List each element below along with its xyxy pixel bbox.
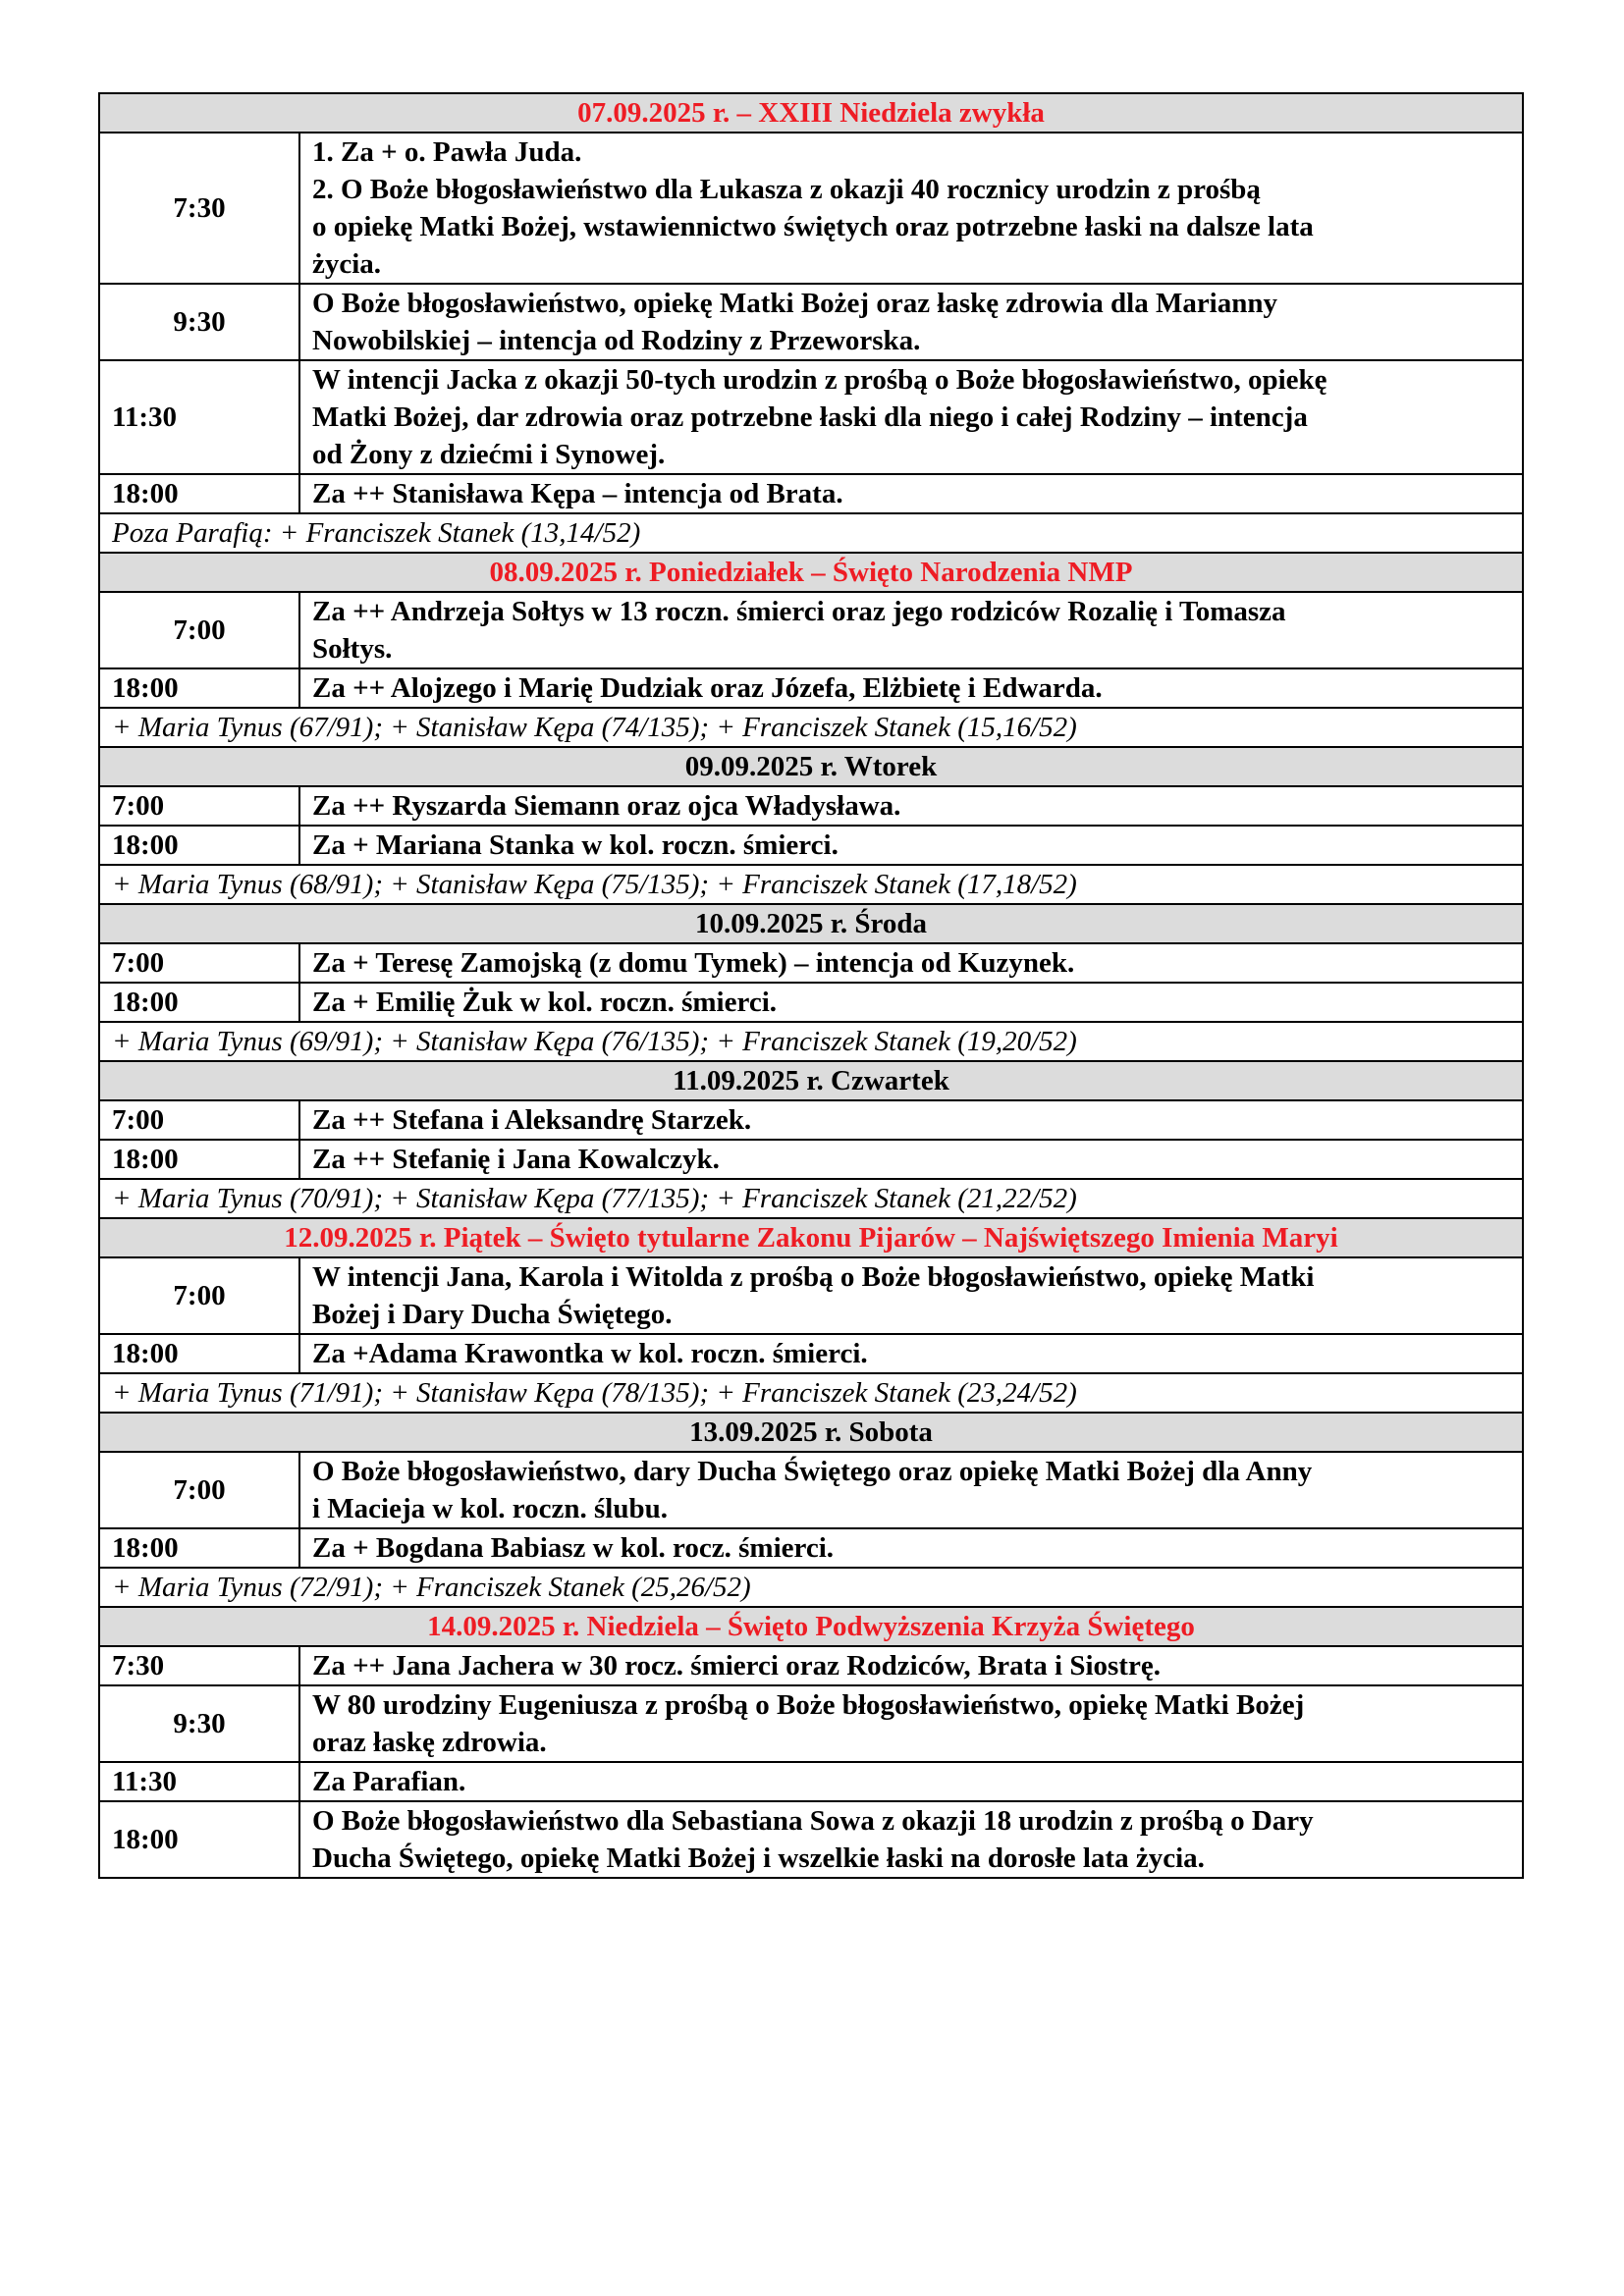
note-row <box>99 1179 1523 1218</box>
intention-line: o opiekę Matki Bożej, wstawiennictwo świętych oraz potrzebne łaski na dalsze lata <box>312 211 1314 242</box>
intention-line: Matki Bożej, dar zdrowia oraz potrzebne łaski dla niego i całej Rodziny – intencja <box>312 401 1308 433</box>
intention-line: O Boże błogosławieństwo, dary Ducha Świętego oraz opiekę Matki Bożej dla Anny <box>312 1456 1313 1487</box>
day-title: 13.09.2025 r. Sobota <box>99 1413 1523 1452</box>
intention-line: Za +Adama Krawontka w kol. roczn. śmierci. <box>312 1338 868 1369</box>
note-row <box>99 1373 1523 1413</box>
intention-line: Za ++ Jana Jachera w 30 rocz. śmierci oraz Rodziców, Brata i Siostrę. <box>312 1650 1161 1682</box>
mass-time: 7:30 <box>99 1646 299 1685</box>
mass-row <box>99 1801 1523 1878</box>
mass-intention <box>299 668 1523 708</box>
intention-line: Za ++ Stefana i Aleksandrę Starzek. <box>312 1104 752 1136</box>
day-header-row <box>99 747 1523 786</box>
mass-intention <box>299 983 1523 1022</box>
day-title: 14.09.2025 r. Niedziela – Święto Podwyższenia Krzyża Świętego <box>99 1607 1523 1646</box>
mass-intention <box>299 360 1523 474</box>
mass-time: 7:00 <box>99 1452 299 1528</box>
intention-line: W 80 urodziny Eugeniusza z prośbą o Boże błogosławieństwo, opiekę Matki Bożej <box>312 1689 1305 1721</box>
day-title: 08.09.2025 r. Poniedziałek – Święto Narodzenia NMP <box>99 553 1523 592</box>
day-title: 07.09.2025 r. – XXIII Niedziela zwykła <box>99 93 1523 133</box>
intention-line: Za + Bogdana Babiasz w kol. rocz. śmierci. <box>312 1532 835 1564</box>
mass-time: 18:00 <box>99 826 299 865</box>
mass-time: 7:00 <box>99 943 299 983</box>
mass-row <box>99 1257 1523 1334</box>
intention-line: Za Parafian. <box>312 1766 466 1797</box>
mass-intention <box>299 284 1523 360</box>
mass-time: 18:00 <box>99 983 299 1022</box>
mass-time: 7:00 <box>99 1257 299 1334</box>
day-header-row <box>99 93 1523 133</box>
mass-row <box>99 474 1523 513</box>
mass-intention <box>299 1452 1523 1528</box>
mass-time: 18:00 <box>99 1801 299 1878</box>
deceased-note: + Maria Tynus (69/91); + Stanisław Kępa (76/135); + Franciszek Stanek (19,20/52) <box>99 1022 1523 1061</box>
intention-line: Za ++ Stefanię i Jana Kowalczyk. <box>312 1144 720 1175</box>
mass-row <box>99 983 1523 1022</box>
mass-intention <box>299 133 1523 284</box>
day-header-row <box>99 1607 1523 1646</box>
day-header-row <box>99 1413 1523 1452</box>
day-header-row <box>99 1061 1523 1100</box>
mass-time: 7:00 <box>99 1100 299 1140</box>
intention-line: Ducha Świętego, opiekę Matki Bożej i wszelkie łaski na dorosłe lata życia. <box>312 1842 1205 1874</box>
mass-row <box>99 1528 1523 1568</box>
day-title: 10.09.2025 r. Środa <box>99 904 1523 943</box>
intention-line: Za ++ Ryszarda Siemann oraz ojca Władysława. <box>312 790 901 822</box>
intention-line: Za ++ Stanisława Kępa – intencja od Brata. <box>312 478 843 509</box>
mass-time: 7:30 <box>99 133 299 284</box>
mass-intention <box>299 1528 1523 1568</box>
intention-line: Za ++ Andrzeja Sołtys w 13 roczn. śmierci oraz jego rodziców Rozalię i Tomasza <box>312 596 1286 627</box>
day-header-row <box>99 553 1523 592</box>
mass-intention <box>299 1100 1523 1140</box>
mass-time: 18:00 <box>99 1334 299 1373</box>
day-title: 09.09.2025 r. Wtorek <box>99 747 1523 786</box>
mass-intention <box>299 1685 1523 1762</box>
mass-time: 11:30 <box>99 360 299 474</box>
deceased-note: + Maria Tynus (72/91); + Franciszek Stanek (25,26/52) <box>99 1568 1523 1607</box>
intention-line: Bożej i Dary Ducha Świętego. <box>312 1299 673 1330</box>
mass-intention <box>299 1257 1523 1334</box>
mass-row <box>99 133 1523 284</box>
mass-time: 7:00 <box>99 592 299 668</box>
mass-intention <box>299 1334 1523 1373</box>
deceased-note: + Maria Tynus (70/91); + Stanisław Kępa (77/135); + Franciszek Stanek (21,22/52) <box>99 1179 1523 1218</box>
intention-line: Za ++ Alojzego i Marię Dudziak oraz Józefa, Elżbietę i Edwarda. <box>312 672 1103 704</box>
day-header-row <box>99 1218 1523 1257</box>
intention-line: oraz łaskę zdrowia. <box>312 1727 547 1758</box>
mass-intention <box>299 826 1523 865</box>
mass-time: 18:00 <box>99 1140 299 1179</box>
day-title: 12.09.2025 r. Piątek – Święto tytularne Zakonu Pijarów – Najświętszego Imienia Maryi <box>99 1218 1523 1257</box>
intention-line: Za + Mariana Stanka w kol. roczn. śmierci. <box>312 829 839 861</box>
mass-intention <box>299 943 1523 983</box>
intention-line: 2. O Boże błogosławieństwo dla Łukasza z okazji 40 rocznicy urodzin z prośbą <box>312 174 1261 205</box>
mass-time: 9:30 <box>99 1685 299 1762</box>
mass-time: 7:00 <box>99 786 299 826</box>
note-row <box>99 708 1523 747</box>
mass-row <box>99 360 1523 474</box>
intention-line: O Boże błogosławieństwo dla Sebastiana Sowa z okazji 18 urodzin z prośbą o Dary <box>312 1805 1314 1837</box>
mass-intention <box>299 474 1523 513</box>
mass-intention <box>299 592 1523 668</box>
note-row <box>99 1022 1523 1061</box>
mass-row <box>99 786 1523 826</box>
intention-line: i Macieja w kol. roczn. ślubu. <box>312 1493 668 1524</box>
mass-time: 11:30 <box>99 1762 299 1801</box>
intention-line: W intencji Jacka z okazji 50-tych urodzin z prośbą o Boże błogosławieństwo, opiekę <box>312 364 1327 396</box>
intention-line: O Boże błogosławieństwo, opiekę Matki Bożej oraz łaskę zdrowia dla Marianny <box>312 288 1277 319</box>
mass-row <box>99 284 1523 360</box>
mass-row <box>99 1140 1523 1179</box>
mass-time: 18:00 <box>99 1528 299 1568</box>
mass-schedule-body <box>99 93 1523 1878</box>
mass-row <box>99 1646 1523 1685</box>
intention-line: 1. Za + o. Pawła Juda. <box>312 136 582 168</box>
mass-time: 18:00 <box>99 474 299 513</box>
intention-line: od Żony z dziećmi i Synowej. <box>312 439 666 470</box>
mass-intention <box>299 1762 1523 1801</box>
intention-line: Za + Teresę Zamojską (z domu Tymek) – intencja od Kuzynek. <box>312 947 1075 979</box>
day-title: 11.09.2025 r. Czwartek <box>99 1061 1523 1100</box>
mass-row <box>99 668 1523 708</box>
mass-row <box>99 592 1523 668</box>
note-row <box>99 1568 1523 1607</box>
intention-line: W intencji Jana, Karola i Witolda z prośbą o Boże błogosławieństwo, opiekę Matki <box>312 1261 1315 1293</box>
intention-line: Sołtys. <box>312 633 393 665</box>
intention-line: Za + Emilię Żuk w kol. roczn. śmierci. <box>312 987 778 1018</box>
intention-line: Nowobilskiej – intencja od Rodziny z Przeworska. <box>312 325 921 356</box>
mass-time: 18:00 <box>99 668 299 708</box>
mass-row <box>99 1334 1523 1373</box>
note-row <box>99 513 1523 553</box>
deceased-note: + Maria Tynus (68/91); + Stanisław Kępa (75/135); + Franciszek Stanek (17,18/52) <box>99 865 1523 904</box>
mass-row <box>99 1685 1523 1762</box>
mass-schedule-table <box>98 92 1524 1879</box>
mass-row <box>99 826 1523 865</box>
mass-intention <box>299 1801 1523 1878</box>
mass-intention <box>299 786 1523 826</box>
mass-row <box>99 943 1523 983</box>
mass-row <box>99 1452 1523 1528</box>
mass-intention <box>299 1140 1523 1179</box>
mass-row <box>99 1100 1523 1140</box>
mass-row <box>99 1762 1523 1801</box>
intention-line: życia. <box>312 248 382 280</box>
day-header-row <box>99 904 1523 943</box>
mass-intention <box>299 1646 1523 1685</box>
deceased-note: Poza Parafią: + Franciszek Stanek (13,14/52) <box>99 513 1523 553</box>
mass-time: 9:30 <box>99 284 299 360</box>
deceased-note: + Maria Tynus (71/91); + Stanisław Kępa (78/135); + Franciszek Stanek (23,24/52) <box>99 1373 1523 1413</box>
deceased-note: + Maria Tynus (67/91); + Stanisław Kępa (74/135); + Franciszek Stanek (15,16/52) <box>99 708 1523 747</box>
note-row <box>99 865 1523 904</box>
